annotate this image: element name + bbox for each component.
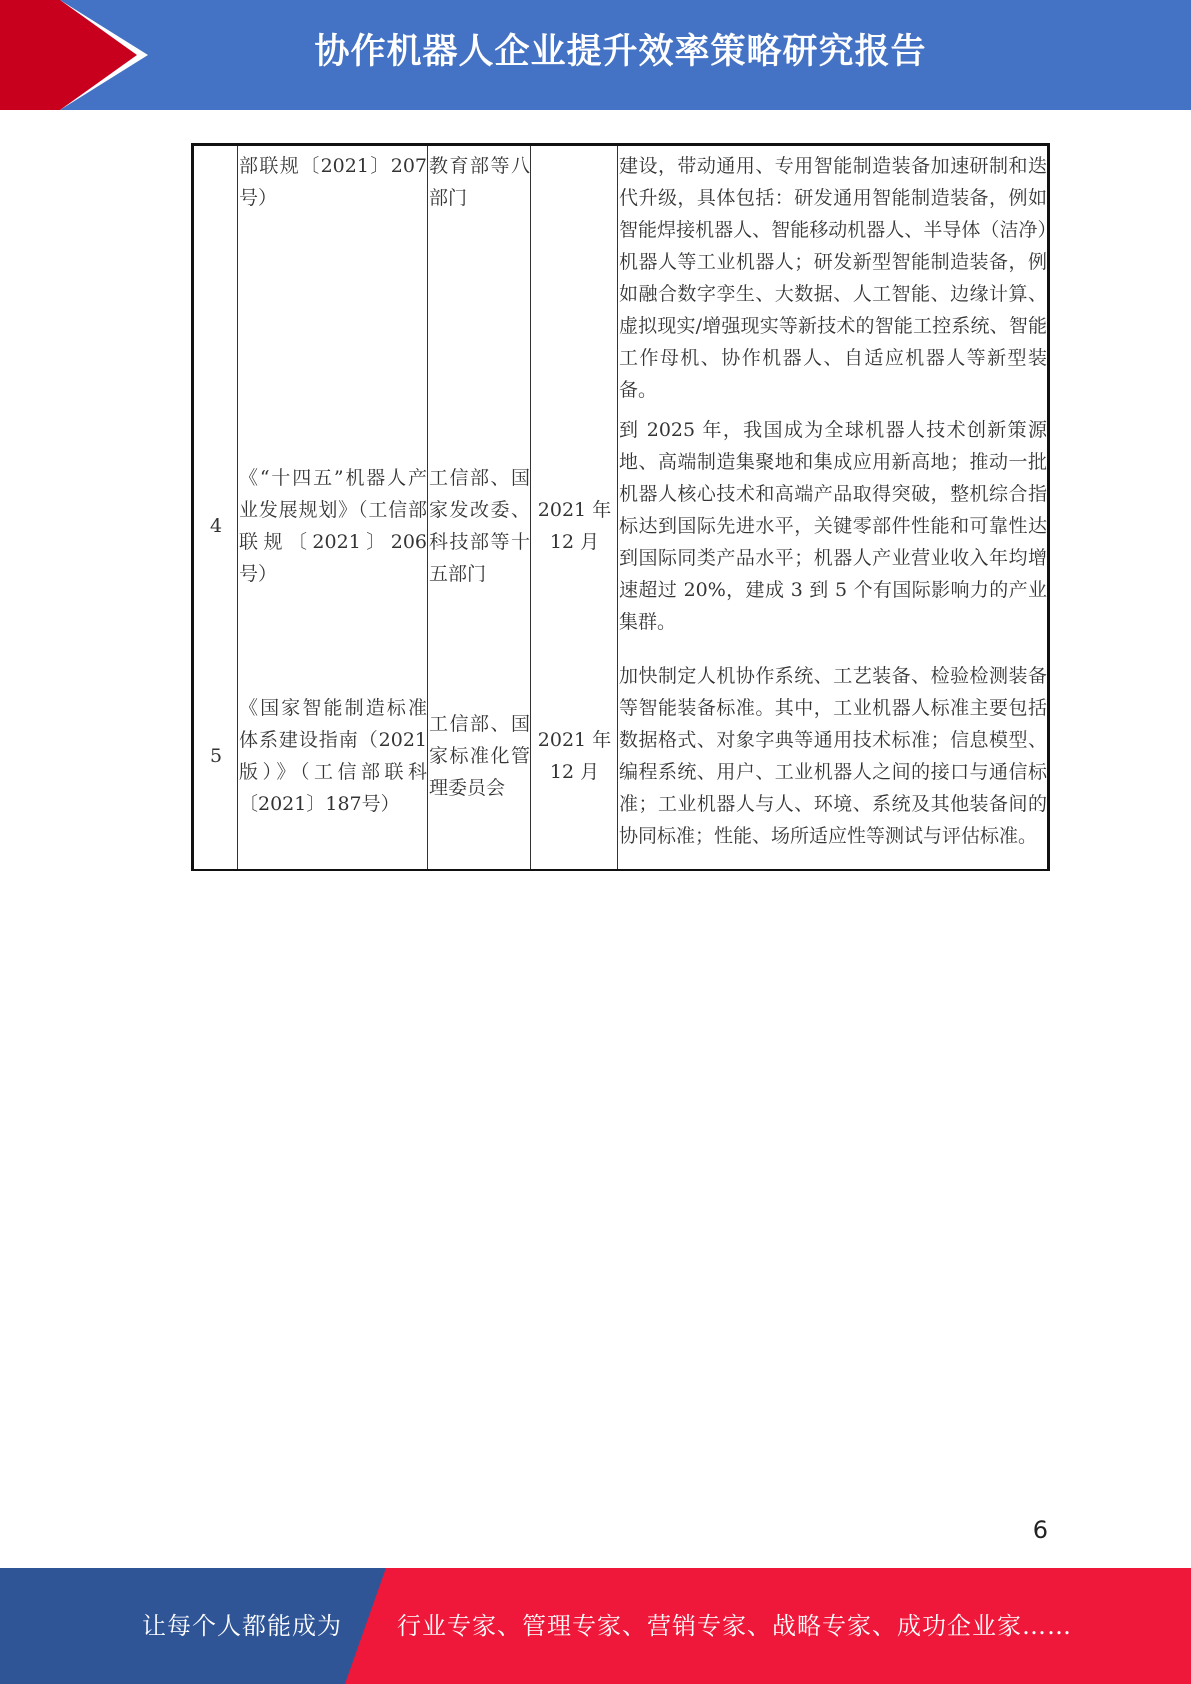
page-number: 6 [1032, 1516, 1048, 1544]
footer-slogan-right: 行业专家、管理专家、营销专家、战略专家、成功企业家…… [397, 1612, 1072, 1640]
policy-name-cell: 《“十四五”机器人产业发展规划》（工信部联规〔2021〕206号） [238, 410, 428, 642]
policy-table [191, 143, 1050, 871]
date-cell: 2021 年 12 月 [531, 642, 618, 870]
table-row [193, 642, 1049, 870]
footer-slogan-left: 让每个人都能成为 [142, 1612, 342, 1640]
table-row [193, 410, 1049, 642]
policy-content-cell: 建设，带动通用、专用智能制造装备加速研制和迭代升级，具体包括：研发通用智能制造装备，例如智能焊接机器人、智能移动机器人、半导体（洁净）机器人等工业机器人；研发新型智能制造装备，例如融合数字孪生、大数据、人工智能、边缘计算、虚拟现实/增强现实等新技术的智能工控系统、智能工作母机、协作机器人、自适应机器人等新型装备。 [618, 145, 1049, 411]
policy-name-cell: 《国家智能制造标准体系建设指南（2021 版）》（工信部联科〔2021〕187号） [238, 642, 428, 870]
issuer-cell: 工信部、国家发改委、科技部等十五部门 [428, 410, 531, 642]
policy-content-cell: 加快制定人机协作系统、工艺装备、检验检测装备等智能装备标准。其中，工业机器人标准主要包括数据格式、对象字典等通用技术标准；信息模型、编程系统、用户、工业机器人之间的接口与通信标准；工业机器人与人、环境、系统及其他装备间的协同标准；性能、场所适应性等测试与评估标准。 [618, 642, 1049, 870]
policy-name-cell: 部联规〔2021〕207号） [238, 145, 428, 411]
header-bar [0, 0, 1191, 110]
date-cell [531, 145, 618, 411]
issuer-cell: 教育部等八部门 [428, 145, 531, 411]
report-title: 协作机器人企业提升效率策略研究报告 [314, 32, 927, 72]
table-row [193, 145, 1049, 411]
row-number-cell [193, 145, 238, 411]
date-cell: 2021 年 12 月 [531, 410, 618, 642]
footer-bar [0, 1568, 1191, 1684]
row-number-cell: 4 [193, 410, 238, 642]
issuer-cell: 工信部、国家标准化管理委员会 [428, 642, 531, 870]
policy-content-cell: 到 2025 年，我国成为全球机器人技术创新策源地、高端制造集聚地和集成应用新高地；推动一批机器人核心技术和高端产品取得突破，整机综合指标达到国际先进水平，关键零部件性能和可靠性达到国际同类产品水平；机器人产业营业收入年均增速超过 20%，建成 3 到 5 个有国际影响力的产业集群。 [618, 410, 1049, 642]
row-number-cell: 5 [193, 642, 238, 870]
